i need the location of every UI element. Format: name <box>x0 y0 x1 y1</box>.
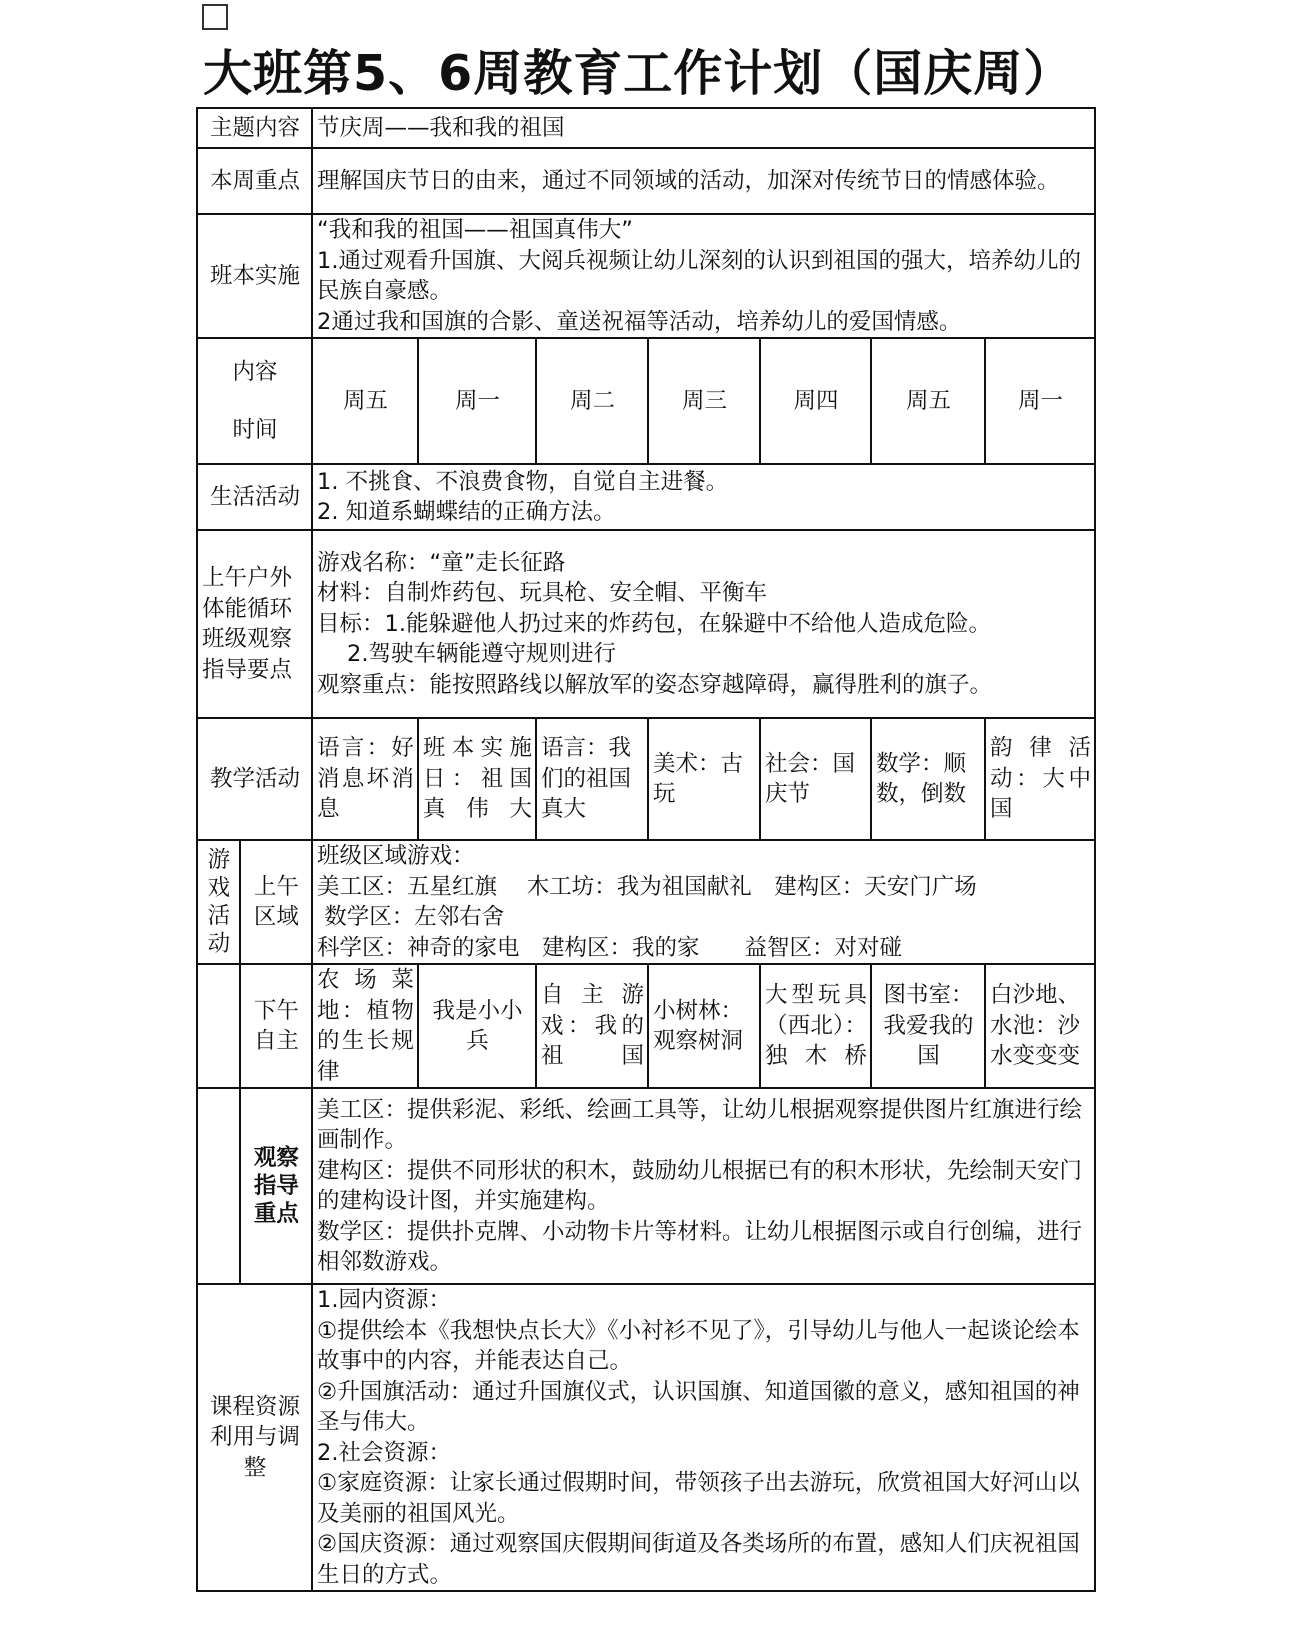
outdoor-row <box>197 530 1095 718</box>
outdoor-line: 目标：1.能躲避他人扔过来的炸药包，在躲避中不给他人造成危险。 <box>317 610 992 637</box>
resources-label: 课程资源利用与调整 <box>197 1284 312 1591</box>
schedule-header-label <box>197 338 312 464</box>
morning-area-line: 数学区：左邻右舍 <box>317 904 505 930</box>
afternoon-cell: 我是小小兵 <box>418 964 536 1088</box>
teaching-cell: 语言：好消息坏消息 <box>312 718 418 840</box>
resources-row <box>197 1284 1095 1591</box>
game-blank-cell <box>197 1088 240 1284</box>
afternoon-cell: 白沙地、水池：沙水变变变 <box>985 964 1095 1088</box>
class-impl-line: 2通过我和国旗的合影、童送祝福等活动，培养幼儿的爱国情感。 <box>317 308 962 335</box>
observe-line: 数学区：提供扑克牌、小动物卡片等材料。让幼儿根据图示或自行创编，进行相邻数游戏。 <box>317 1218 1083 1275</box>
outdoor-label: 上午户外体能循环班级观察指导要点 <box>197 530 312 718</box>
teaching-label: 教学活动 <box>197 718 312 840</box>
teaching-cell: 社会：国庆节 <box>760 718 871 840</box>
afternoon-cell: 大型玩具（西北）：独木桥 <box>760 964 871 1088</box>
class-impl-label: 班本实施 <box>197 214 312 338</box>
theme-row <box>197 108 1095 148</box>
resources-line: ②国庆资源：通过观察国庆假期间街道及各类场所的布置，感知人们庆祝祖国生日的方式。 <box>317 1531 1080 1588</box>
class-impl-row <box>197 214 1095 338</box>
day-header: 周二 <box>536 338 648 464</box>
game-blank-cell <box>197 964 240 1088</box>
outdoor-line: 2.驾驶车辆能遵守规则进行 <box>347 641 617 668</box>
focus-value: 理解国庆节日的由来，通过不同领域的活动，加深对传统节日的情感体验。 <box>312 148 1095 214</box>
morning-area-label: 上午区域 <box>240 840 312 964</box>
resources-line: ①家庭资源：让家长通过假期时间，带领孩子出去游玩，欣赏祖国大好河山以及美丽的祖国风光。 <box>317 1470 1080 1527</box>
empty-checkbox-icon[interactable] <box>202 4 228 30</box>
observe-line: 建构区：提供不同形状的积木，鼓励幼儿根据已有的积木形状，先绘制天安门的建构设计图，并实施建构。 <box>317 1157 1083 1214</box>
life-line: 1. 不挑食、不浪费食物，自觉自主进餐。 <box>317 468 729 495</box>
day-header: 周五 <box>871 338 985 464</box>
class-impl-line: 1.通过观看升国旗、大阅兵视频让幼儿深刻的认识到祖国的强大，培养幼儿的民族自豪感。 <box>317 247 1082 304</box>
game-afternoon-row <box>197 964 1095 1088</box>
day-header: 周四 <box>760 338 871 464</box>
theme-label: 主题内容 <box>197 108 312 148</box>
outdoor-content <box>312 530 1095 718</box>
morning-area-line: 美工区：五星红旗 木工坊：我为祖国献礼 建构区：天安门广场 <box>317 873 977 900</box>
teaching-cell: 美术：古玩 <box>648 718 760 840</box>
time-label: 时间 <box>232 417 278 443</box>
schedule-header-row <box>197 338 1095 464</box>
outdoor-line: 观察重点：能按照路线以解放军的姿态穿越障碍，赢得胜利的旗子。 <box>317 671 993 698</box>
morning-area-line: 班级区域游戏： <box>317 843 475 869</box>
focus-row <box>197 148 1095 214</box>
morning-area-content <box>312 840 1095 964</box>
plan-table <box>196 107 1096 1592</box>
theme-value: 节庆周——我和我的祖国 <box>312 108 1095 148</box>
outdoor-line: 游戏名称：“童”走长征路 <box>317 549 566 576</box>
observe-row <box>197 1088 1095 1284</box>
page-title: 大班第5、6周教育工作计划（国庆周） <box>203 45 1074 102</box>
life-row <box>197 464 1095 530</box>
resources-line: ②升国旗活动：通过升国旗仪式，认识国旗、知道国徽的意义，感知祖国的神圣与伟大。 <box>317 1378 1080 1435</box>
observe-line: 美工区：提供彩泥、彩纸、绘画工具等，让幼儿根据观察提供图片红旗进行绘画制作。 <box>317 1096 1083 1153</box>
afternoon-cell: 农场菜地：植物的生长规律 <box>312 964 418 1088</box>
life-content <box>312 464 1095 530</box>
observe-label: 观察指导重点 <box>240 1088 312 1284</box>
day-header: 周五 <box>312 338 418 464</box>
day-header: 周一 <box>418 338 536 464</box>
afternoon-label: 下午自主 <box>240 964 312 1088</box>
focus-label: 本周重点 <box>197 148 312 214</box>
resources-line: 1.园内资源： <box>317 1287 452 1313</box>
observe-content <box>312 1088 1095 1284</box>
afternoon-cell: 图书室：我爱我的国 <box>871 964 985 1088</box>
life-label: 生活活动 <box>197 464 312 530</box>
resources-line: 2.社会资源： <box>317 1439 452 1466</box>
teaching-row <box>197 718 1095 840</box>
resources-content <box>312 1284 1095 1591</box>
class-impl-content <box>312 214 1095 338</box>
afternoon-cell: 自主游戏：我的祖国 <box>536 964 648 1088</box>
outdoor-line: 材料：自制炸药包、玩具枪、安全帽、平衡车 <box>317 580 768 607</box>
morning-area-line: 科学区：神奇的家电 建构区：我的家 益智区：对对碰 <box>317 934 903 961</box>
day-header: 周一 <box>985 338 1095 464</box>
resources-line: ①提供绘本《我想快点长大》《小衬衫不见了》，引导幼儿与他人一起谈论绘本故事中的内容，并能表达自己。 <box>317 1317 1080 1374</box>
day-header: 周三 <box>648 338 760 464</box>
game-morning-row <box>197 840 1095 964</box>
content-label: 内容 <box>232 358 278 385</box>
teaching-cell: 语言：我们的祖国真大 <box>536 718 648 840</box>
game-label: 游戏活动 <box>197 840 240 964</box>
teaching-cell: 班本实施日：祖国真伟大 <box>418 718 536 840</box>
life-line: 2. 知道系蝴蝶结的正确方法。 <box>317 499 616 525</box>
class-impl-line: “我和我的祖国——祖国真伟大” <box>317 217 633 243</box>
teaching-cell: 韵律活动：大中国 <box>985 718 1095 840</box>
afternoon-cell: 小树林：观察树洞 <box>648 964 760 1088</box>
teaching-cell: 数学：顺数，倒数 <box>871 718 985 840</box>
